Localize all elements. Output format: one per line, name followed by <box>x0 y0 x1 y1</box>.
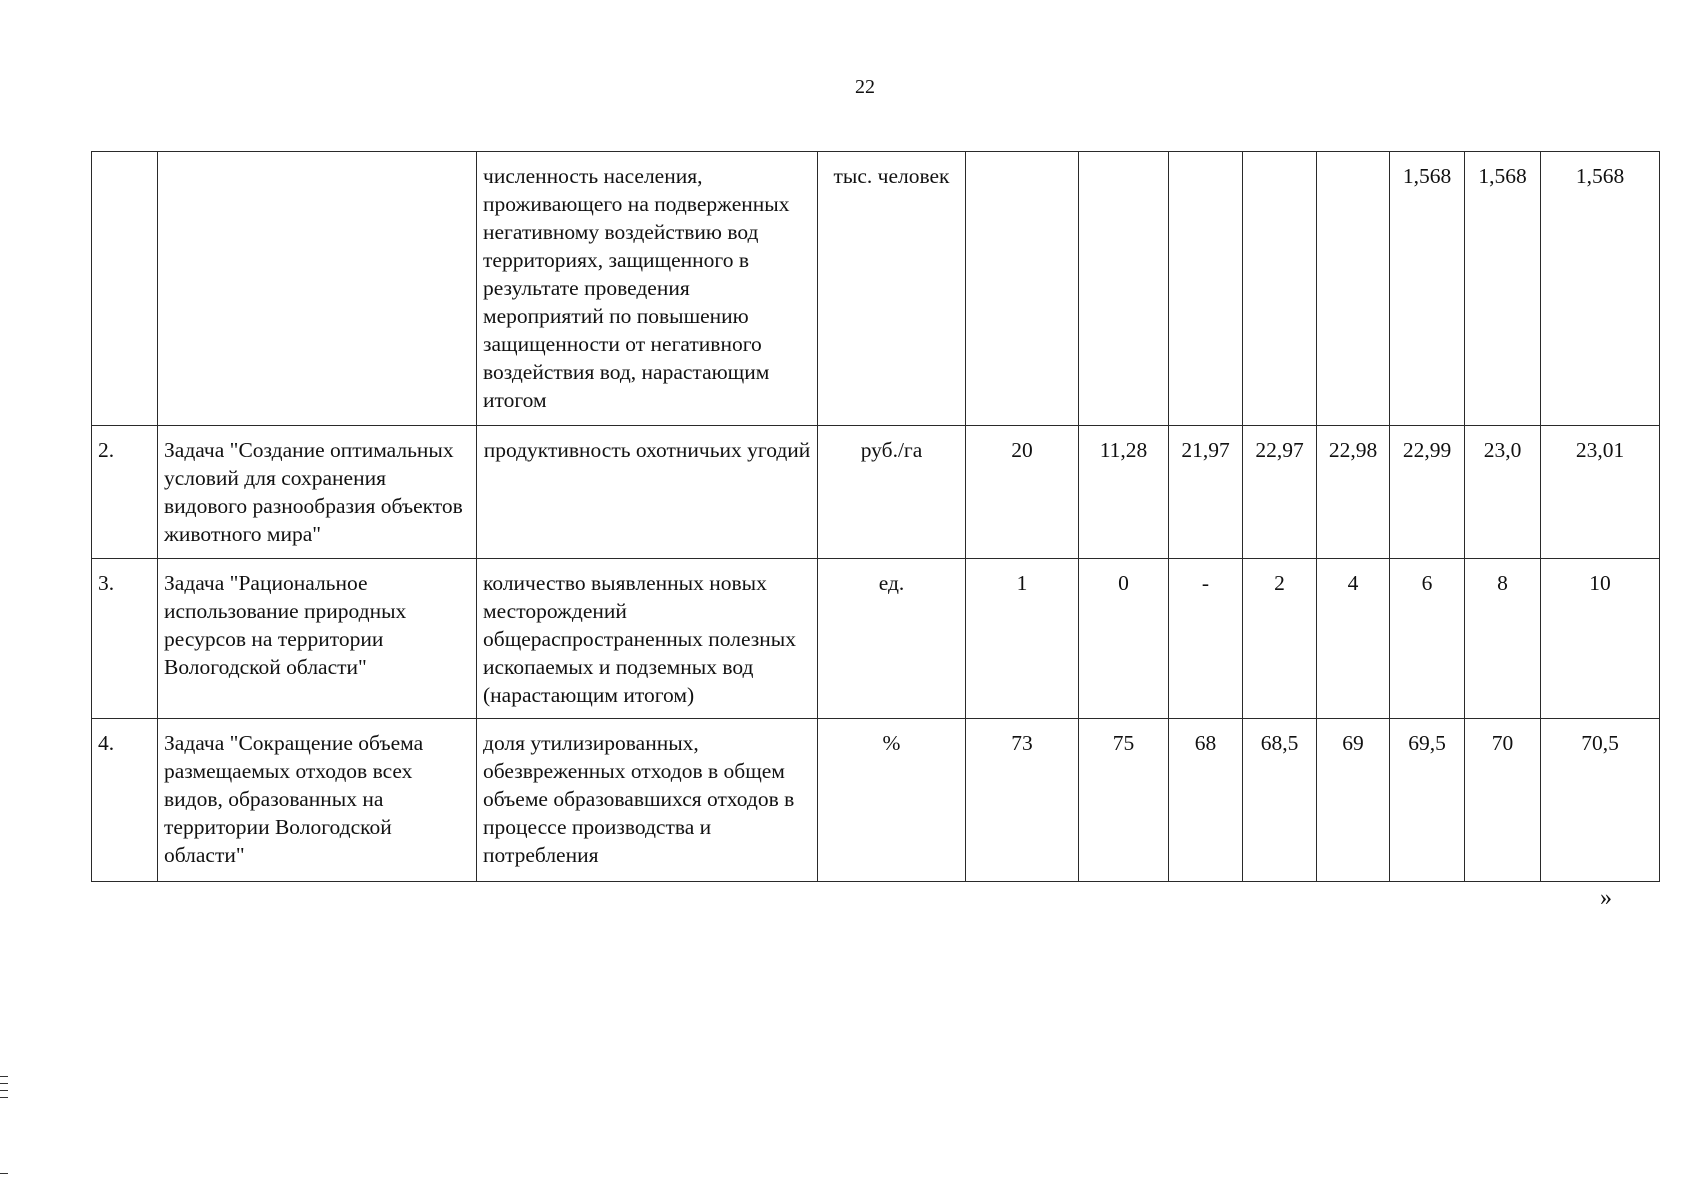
value-cell: 23,0 <box>1465 426 1541 559</box>
table-row <box>92 559 1660 719</box>
unit-cell: руб./га <box>818 426 966 559</box>
value-cell: 11,28 <box>1079 426 1169 559</box>
value-cell: 21,97 <box>1169 426 1243 559</box>
value-cell: 22,97 <box>1243 426 1317 559</box>
row-number-cell: 4. <box>92 719 158 882</box>
margin-tick <box>0 1083 8 1084</box>
value-cell: 68,5 <box>1243 719 1317 882</box>
value-cell: 10 <box>1541 559 1660 719</box>
value-cell <box>1169 152 1243 426</box>
row-number-cell <box>92 152 158 426</box>
indicators-table <box>91 151 1660 882</box>
value-cell: 23,01 <box>1541 426 1660 559</box>
table-row <box>92 152 1660 426</box>
value-cell: 70,5 <box>1541 719 1660 882</box>
value-cell: 1 <box>966 559 1079 719</box>
value-cell <box>1243 152 1317 426</box>
value-cell: 70 <box>1465 719 1541 882</box>
task-cell: Задача "Сокращение объема размещаемых отходов всех видов, образованных на территории Вологодской области" <box>158 719 477 882</box>
unit-cell: ед. <box>818 559 966 719</box>
value-cell: 2 <box>1243 559 1317 719</box>
page-number: 22 <box>855 76 875 98</box>
indicator-cell: продуктивность охотничьих угодий <box>477 426 818 559</box>
value-cell: 68 <box>1169 719 1243 882</box>
indicator-cell: численность населения, проживающего на подверженных негативному воздействию вод территориях, защищенного в результате проведения мероприятий по повышению защищенности от негативного воздействия вод, нарастающим итогом <box>477 152 818 426</box>
margin-tick <box>0 1090 8 1091</box>
value-cell: 69 <box>1317 719 1390 882</box>
value-cell: 22,98 <box>1317 426 1390 559</box>
value-cell: 69,5 <box>1390 719 1465 882</box>
value-cell: 8 <box>1465 559 1541 719</box>
margin-tick <box>0 1076 8 1077</box>
task-cell <box>158 152 477 426</box>
margin-tick <box>0 1173 8 1174</box>
value-cell <box>966 152 1079 426</box>
unit-cell: % <box>818 719 966 882</box>
indicator-cell: количество выявленных новых месторождений общераспространенных полезных ископаемых и подземных вод (нарастающим итогом) <box>477 559 818 719</box>
value-cell: 20 <box>966 426 1079 559</box>
value-cell: - <box>1169 559 1243 719</box>
table-row <box>92 426 1660 559</box>
task-cell: Задача "Создание оптимальных условий для сохранения видового разнообразия объектов животного мира" <box>158 426 477 559</box>
value-cell: 0 <box>1079 559 1169 719</box>
row-number-cell: 2. <box>92 426 158 559</box>
value-cell: 6 <box>1390 559 1465 719</box>
value-cell <box>1317 152 1390 426</box>
value-cell: 1,568 <box>1390 152 1465 426</box>
value-cell: 22,99 <box>1390 426 1465 559</box>
row-number-cell: 3. <box>92 559 158 719</box>
value-cell: 73 <box>966 719 1079 882</box>
value-cell <box>1079 152 1169 426</box>
unit-cell: тыс. человек <box>818 152 966 426</box>
value-cell: 75 <box>1079 719 1169 882</box>
value-cell: 1,568 <box>1541 152 1660 426</box>
value-cell: 4 <box>1317 559 1390 719</box>
task-cell: Задача "Рациональное использование природных ресурсов на территории Вологодской области" <box>158 559 477 719</box>
table-row <box>92 719 1660 882</box>
closing-quote-mark: » <box>1600 885 1612 911</box>
margin-tick <box>0 1097 8 1098</box>
indicator-cell: доля утилизированных, обезвреженных отходов в общем объеме образовавшихся отходов в процессе производства и потребления <box>477 719 818 882</box>
value-cell: 1,568 <box>1465 152 1541 426</box>
